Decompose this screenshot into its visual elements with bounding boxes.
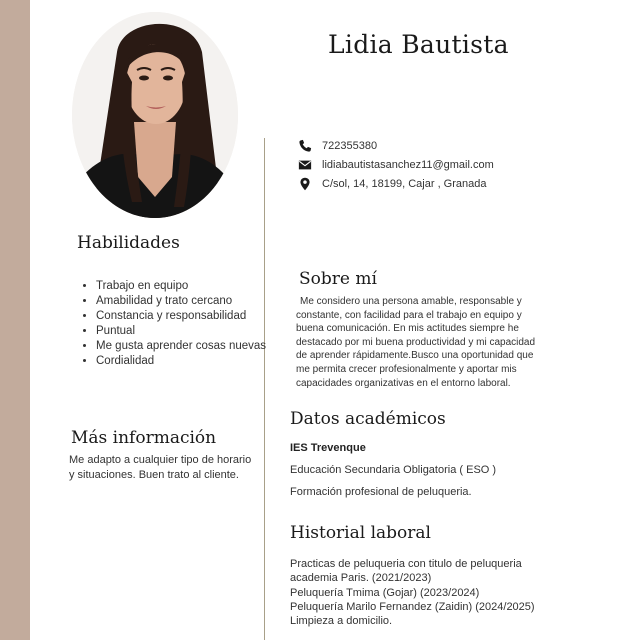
skills-heading: Habilidades	[77, 233, 180, 253]
work-list	[290, 557, 560, 628]
phone-icon	[298, 139, 312, 153]
list-item: • Me gusta aprender cosas nuevas	[96, 339, 276, 354]
academic-item: Educación Secundaria Obligatoria ( ESO )	[290, 464, 497, 476]
list-item: • Trabajo en equipo	[96, 279, 276, 294]
skills-list	[80, 279, 276, 369]
list-item: Peluquería Tmima (Gojar) (2023/2024)	[290, 586, 480, 599]
envelope-icon	[298, 158, 312, 172]
contact-email	[298, 155, 494, 174]
more-info-heading: Más información	[71, 428, 217, 448]
person-name: Lidia Bautista	[328, 30, 509, 59]
about-text: Me considero una persona amable, responsable y constante, con facilidad para el trabajo en equipo y buena comunicación. En mis actitudes siempre he destacado por mi buena productividad y mi capacidad de aprender rápidamente.Busco una oportunidad que me permita crecer profesionalmente y aportar mis capacidades organizativas en el entorno laboral.	[296, 296, 536, 389]
left-accent-stripe	[0, 0, 30, 640]
about-heading: Sobre mí	[299, 269, 377, 289]
map-pin-icon	[298, 177, 312, 191]
work-heading: Historial laboral	[290, 523, 431, 543]
school-name: IES Trevenque	[290, 442, 366, 454]
list-item: Peluquería Marilo Fernandez (Zaidin) (2024/2025)	[290, 600, 535, 613]
address-text: C/sol, 14, 18199, Cajar , Granada	[322, 177, 487, 190]
contact-phone	[298, 136, 494, 155]
more-info-text: Me adapto a cualquier tipo de horario y situaciones. Buen trato al cliente.	[69, 454, 252, 481]
list-item: • Constancia y responsabilidad	[96, 309, 276, 324]
list-item: • Cordialidad	[96, 354, 276, 369]
phone-text: 722355380	[322, 139, 378, 152]
academic-item: Formación profesional de peluqueria.	[290, 486, 472, 498]
contact-block	[298, 136, 494, 193]
email-text: lidiabautistasanchez11@gmail.com	[322, 158, 494, 171]
list-item: Practicas de peluqueria con titulo de peluqueria academia Paris. (2021/2023)	[290, 558, 522, 585]
academic-heading: Datos académicos	[290, 409, 446, 429]
profile-photo	[72, 12, 238, 218]
list-item: • Puntual	[96, 324, 276, 339]
contact-address	[298, 174, 494, 193]
column-divider	[264, 138, 265, 640]
list-item: • Amabilidad y trato cercano	[96, 294, 276, 309]
list-item: Limpieza a domicilio.	[290, 615, 393, 628]
